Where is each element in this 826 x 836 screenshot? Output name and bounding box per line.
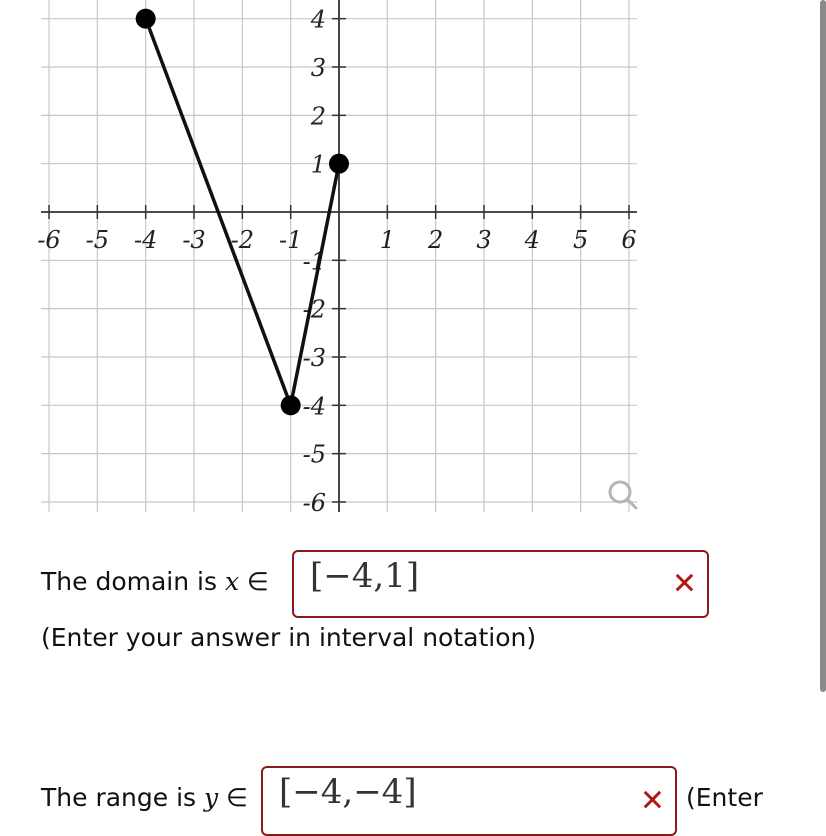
range-answer-value: [−4,−4] bbox=[279, 772, 417, 812]
scrollbar[interactable] bbox=[820, 0, 826, 692]
x-tick-label: 5 bbox=[573, 226, 589, 254]
y-tick-label: -3 bbox=[302, 343, 326, 372]
range-prefix: The range is bbox=[41, 783, 197, 812]
y-tick-label: 3 bbox=[310, 54, 326, 83]
x-tick-label: -6 bbox=[37, 226, 61, 254]
x-tick-label: 2 bbox=[428, 226, 444, 254]
tick-labels bbox=[37, 6, 636, 517]
y-tick-label: 4 bbox=[310, 5, 326, 34]
element-of-symbol: ∈ bbox=[226, 783, 248, 812]
x-tick-label: 1 bbox=[379, 226, 395, 254]
domain-prefix: The domain is bbox=[41, 567, 217, 596]
x-mark-icon: ✕ bbox=[639, 783, 665, 819]
y-tick-label: 1 bbox=[310, 150, 326, 179]
domain-variable: x bbox=[224, 567, 240, 596]
y-tick-label: -6 bbox=[302, 488, 326, 517]
domain-answer-input[interactable] bbox=[292, 550, 709, 618]
magnifier-icon[interactable] bbox=[610, 482, 636, 508]
x-tick-label: -1 bbox=[278, 226, 303, 254]
y-tick-label: -1 bbox=[302, 247, 326, 276]
axes bbox=[41, 0, 637, 512]
x-mark-icon: ✕ bbox=[671, 566, 697, 602]
x-tick-label: -5 bbox=[85, 226, 110, 254]
x-tick-label: 4 bbox=[524, 226, 540, 254]
graph-point bbox=[136, 9, 156, 29]
range-label bbox=[41, 783, 248, 812]
element-of-symbol: ∈ bbox=[247, 567, 269, 596]
x-tick-label: 6 bbox=[621, 226, 637, 254]
domain-answer-value: [−4,1] bbox=[310, 556, 420, 596]
graph-point bbox=[281, 395, 301, 415]
x-tick-label: -3 bbox=[182, 226, 206, 254]
x-tick-label: -2 bbox=[230, 226, 255, 254]
y-tick-label: 2 bbox=[310, 102, 326, 131]
range-variable: y bbox=[204, 783, 219, 812]
domain-hint: (Enter your answer in interval notation) bbox=[41, 623, 537, 652]
x-tick-label: 3 bbox=[476, 226, 492, 254]
graph-point bbox=[329, 154, 349, 174]
range-hint: (Enter bbox=[686, 783, 763, 812]
range-answer-input[interactable] bbox=[261, 766, 677, 836]
y-tick-label: -4 bbox=[302, 392, 326, 421]
domain-label bbox=[41, 567, 269, 596]
x-tick-label: -4 bbox=[133, 226, 158, 254]
y-tick-label: -2 bbox=[302, 295, 326, 324]
y-tick-label: -5 bbox=[302, 440, 326, 469]
